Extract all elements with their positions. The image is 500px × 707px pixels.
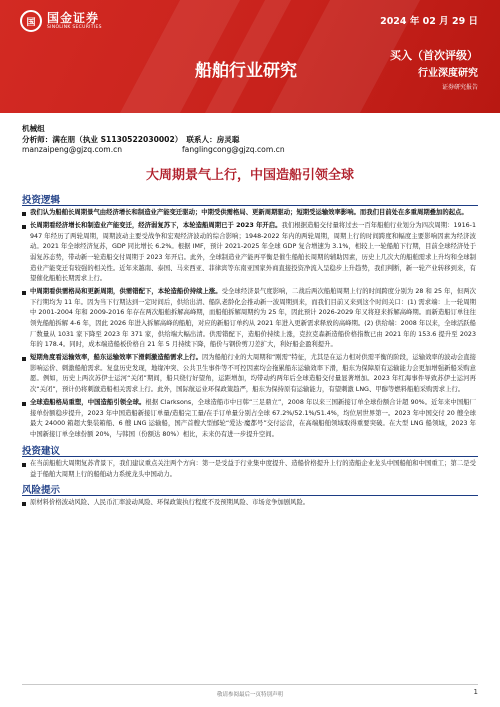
header-banner (0, 0, 500, 113)
section-rule (22, 205, 478, 206)
logic-bullet: 长周期看经济增长和制造业产能变迁，经济弱复苏下，本轮造船周期已于 2023 年开启。我们根据造船交付量将过去一百年船舶行业划分为四次周期：1916-1947 年经历了两轮周期，周期波动主要受战争和宏观经济波动的综合影响；1948-2022 年内的两轮周期，周期上行的时间跨度和幅度主要影响因素为经济波动。2021 年全球经济复苏，GDP 同比增长 6.2%。根据 IMF，预计 2021-2025 年全球 GDP 复合增速为 3.1%，相较上一轮船舶下行期，目前全球经济处于弱复苏态势，带动新一轮造船交付周期于 2023 年开启。此外，全球制造业产能再平衡是催生船舶长周期的辅助因素，历史上几次大的船舶需求上升均和全球制造业产能变迁有较强的相关性。近年来越南、泰国、马来西亚、菲律宾等东南亚国家外商直接投资净流入呈稳步上升趋势，我们判断，新一轮产业转移到来，有望催化船舶长期需求上行。 (22, 221, 476, 285)
footer-rule (22, 684, 478, 685)
author-block (22, 124, 482, 156)
analyst-label: 分析师： (22, 134, 53, 144)
logo-name-cn: 国金证券 (47, 10, 100, 25)
section-rule (22, 495, 478, 496)
footer-disclaimer: 敬请参阅最后一页特别声明 (216, 692, 283, 698)
bullet-square-icon (22, 225, 26, 229)
investment-rating: 买入（首次评级） (390, 49, 478, 62)
bullet-square-icon (22, 463, 26, 467)
report-series: 证券研究报告 (441, 84, 478, 91)
contact-name: 房灵聪 (216, 134, 240, 144)
logic-bullet: 中周期看供需格局和更新周期，供需错配下，本轮造船价持续上涨。受全球经济景气度影响，二战后两次船舶周期上行的时间跨度分别为 28 和 25 年，但两次下行期均为 11 年。因为当下行期达到一定时间后，供给出清、船队老龄化会推动新一波周期到来，而我们目前又来到这个时间关口：(1) 需求端：上一轮周期中 2001-2004 年和 2009-2016 年存在两次船舶拆解高峰期，而船舶拆解周期约为 25 年，因此预计 2026-2029 年又将迎来拆解高峰期。而新造船订单往往领先船舶拆解 4-6 年，因此 2026 年进入拆解高峰的船舶，对应的新船订单约从 2021 年进入更新需求释放的高峰期。(2) 供给端：2008 年以来，全球活跃船厂数量从 1031 家下降至 2023 年 371 家，供给端大幅出清。供需错配下，造船价持续上涨，克拉克森新造船价格指数已由 2021 年的 153.6 提升至 2023 年的 178.4。同时，成本端造船板价格自 21 年 5 月持续下降，船价与钢价剪刀差扩大，利好船企盈利提升。 (22, 287, 476, 351)
report-date: 2024 年 02 月 29 日 (380, 16, 478, 27)
bullet-square-icon (22, 291, 26, 295)
risk-text: 原材料价格波动风险、人民币汇率波动风险、环保政策执行程度不及预期风险、市场竞争加剧风险。 (30, 499, 310, 506)
analyst-email[interactable]: manzaipeng@gjzq.com.cn (22, 145, 123, 154)
bullet-square-icon (22, 502, 26, 506)
brand-logo (20, 10, 102, 32)
bullet-square-icon (22, 357, 26, 361)
risk-bullet (22, 498, 476, 509)
bullet-square-icon (22, 402, 26, 406)
section-title-suggestion: 投资建议 (22, 446, 61, 457)
section-rule (22, 456, 478, 457)
logic-bullet: 全球造船格局重塑，中国造船引领全球。根据 Clarksons，全球造船市中日韩“三足鼎立”，2008 年以来三国新接订单全球份额合计超 90%。近年来中国船厂接单份额稳步提升，2023 年中国造船新接订单量/造船完工量/在手订单量分别占全球 67.2%/52.1%/51.4%，均位居世界第一。2023 年中国交付 20 艘全球最大 24000 箱超大集装箱船、6 艘 LNG 运输船，国产首艘大型邮轮“爱达·魔都号”交付运营，在高端船舶领域取得重要突破。在大型 LNG 船领域，2023 年中国新接订单全球份额 20%，与韩国（份额达 80%）相比，未来仍有进一步提升空间。 (22, 398, 476, 441)
logo-name-en: SINOLINK SECURITIES (47, 24, 102, 30)
report-headline: 大周期景气上行，中国造船引领全球 (145, 168, 354, 183)
logo-seal-icon: 国 (20, 10, 42, 32)
contact-email[interactable]: fanglingcong@gjzq.com.cn (182, 145, 285, 154)
industry-title: 船舶行业研究 (195, 61, 297, 81)
section-title-logic: 投资逻辑 (22, 195, 61, 206)
logic-bullet: 短期角度看运输效率，船东运输效率下滑刺激造船需求上行。因为船舶行业的大周期和“刚需”特征，尤其是在运力相对供需平衡的阶段，运输效率的波动会直接影响运价、刺激船舶需求。复盘历史发现，地缘冲突、公共卫生事件等不可控因素均会拖累船东运输效率下滑，船东为保障原有运输能力会更加增强新船采购意愿。例如，历史上两次苏伊士运河“关闭”期间，船只绕行好望角，运距增加，均带动约两年后全球造船交付量显著增加。2023 年红海事件导致苏伊士运河再次“关闭”，预计仍将刺激造船相关需求上行。此外，国际航运业环保政策趋严，船东为保持原有运输能力，有望刺激 LNG、甲醇等燃料船舶采购需求上行。 (22, 353, 476, 396)
section-title-risk: 风险提示 (22, 485, 61, 496)
sector-label: 机械组 (22, 124, 45, 133)
suggestion-bullet (22, 459, 476, 480)
logic-bullet: 我们认为船舶长周期景气由经济增长和制造业产能变迁驱动；中期受供需格局、更新周期驱动；短期受运输效率影响。而我们目前处在多重周期叠加的起点。 (22, 208, 476, 219)
analyst-name: 满在朋（执业 S1130522030002） (52, 134, 183, 144)
bullet-square-icon (22, 212, 26, 216)
suggestion-text: 在当前船舶大周期复苏背景下，我们建议重点关注两个方向：第一是受益于行业集中度提升、造船价格提升上行的造船企业龙头中国船舶和中国重工；第二是受益于船舶大周期上行的船舶动力系统龙头中国动力。 (30, 460, 476, 478)
page-number: 1 (473, 688, 478, 696)
contact-label: 联系人： (186, 134, 217, 144)
report-type: 行业深度研究 (418, 68, 478, 79)
